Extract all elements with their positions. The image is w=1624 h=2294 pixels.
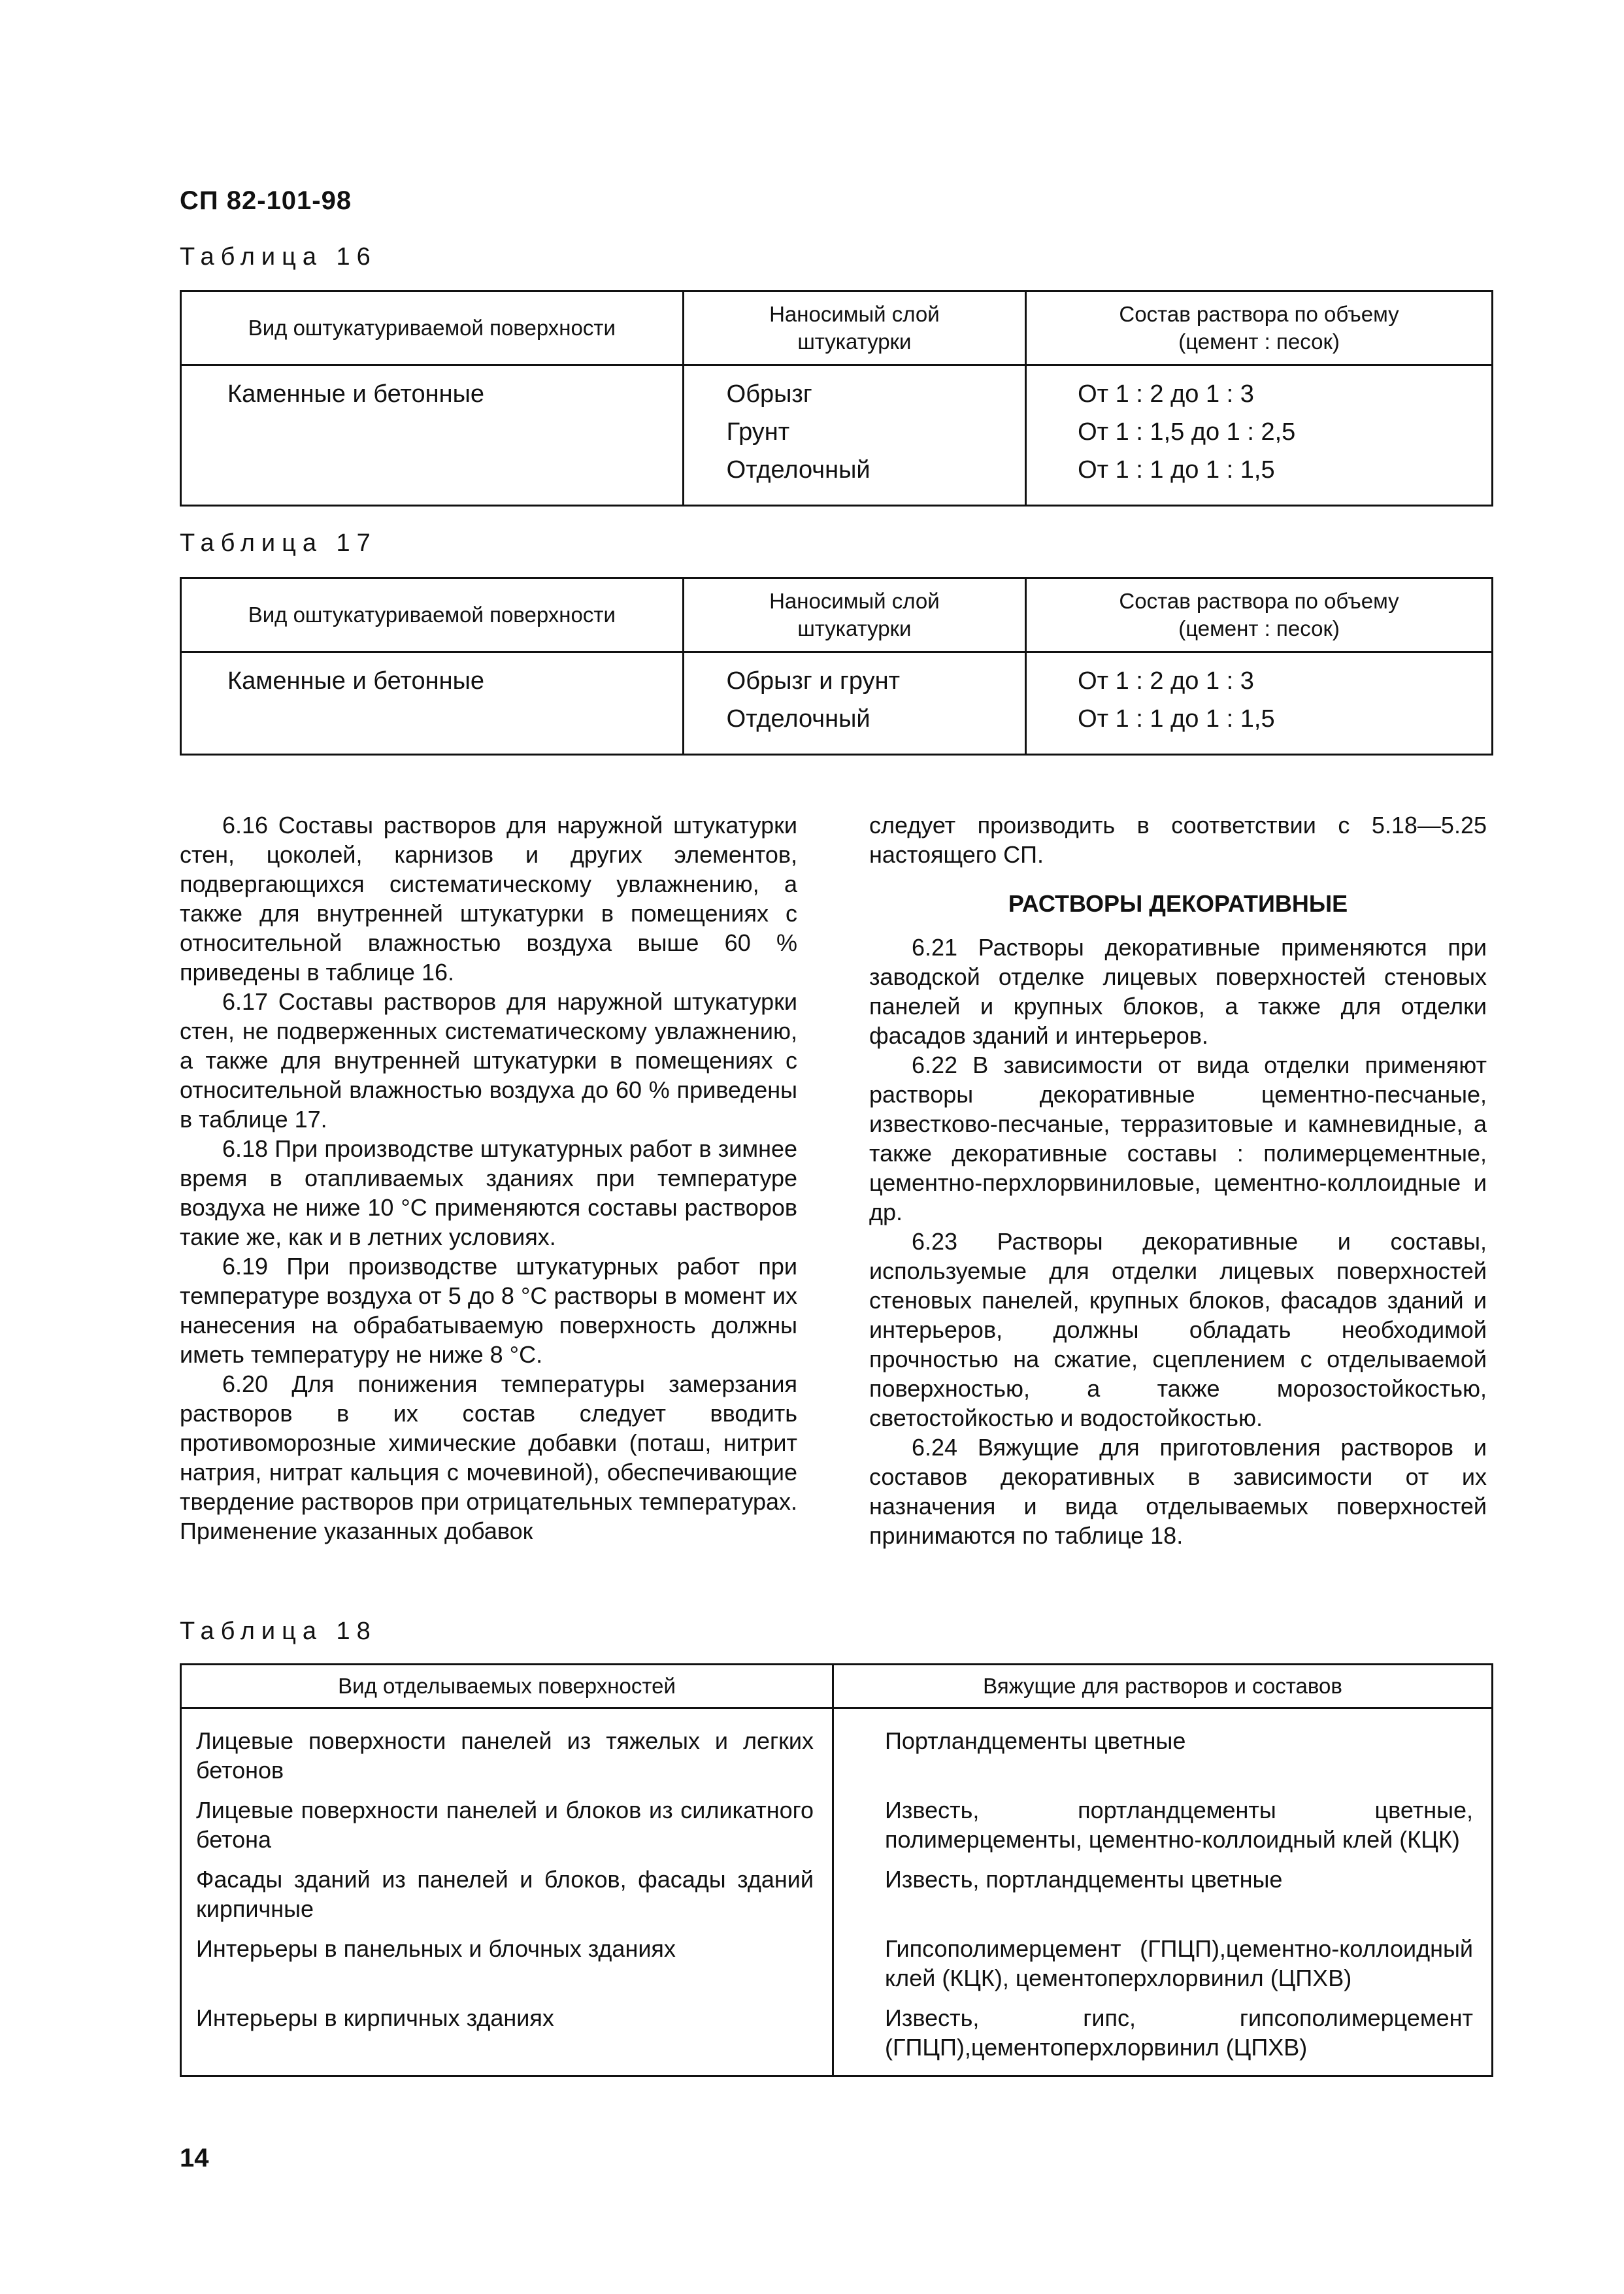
- cell-binders: Известь, портландцементы цветные, полимерцементы, цементно-коллоидный клей (КЦК): [833, 1790, 1493, 1859]
- table-17-caption: Таблица 17: [180, 529, 377, 557]
- paragraph-6-16: 6.16 Составы растворов для наружной штукатурки стен, цоколей, карнизов и других элементов, подвергающихся систематическому увлажнению, а также для внутренней штукатурки в помещениях с относительной влажностью воздуха выше 60 % приведены в таблице 16.: [180, 812, 797, 986]
- cell-binders: Гипсополимерцемент (ГПЦП),цементно-коллоидный клей (КЦК), цементоперхлорвинил (ЦПХВ): [833, 1929, 1493, 1998]
- header-plaster-layer: Наносимый слой штукатурки: [683, 578, 1025, 652]
- table-header-row: [181, 291, 1493, 365]
- cell-compositions: [1026, 365, 1493, 506]
- table-18: [180, 1663, 1493, 2077]
- composition-item: От 1 : 2 до 1 : 3: [1078, 380, 1254, 408]
- cell-binders: Известь, гипс, гипсополимерцемент (ГПЦП),цементоперхлорвинил (ЦПХВ): [833, 1998, 1493, 2076]
- paragraph-6-22: 6.22 В зависимости от вида отделки применяют растворы декоративные цементно-песчаные, известково-песчаные, терразитовые и камневидные, а также декоративные составы : полимерцементные, цементно-перхлорвиниловые, цементно-коллоидные и др.: [869, 1052, 1487, 1225]
- header-plaster-layer: Наносимый слой штукатурки: [683, 291, 1025, 365]
- paragraph-6-24: 6.24 Вяжущие для приготовления растворов и составов декоративных в зависимости от их назначения и вида отделываемых поверхностей принимаются по таблице 18.: [869, 1434, 1487, 1549]
- text-column-left: [180, 810, 797, 1546]
- surface-text: Каменные и бетонные: [227, 380, 485, 408]
- table-row: [181, 365, 1493, 506]
- paragraph-6-18: 6.18 При производстве штукатурных работ в зимнее время в отапливаемых зданиях при температуре воздуха не ниже 10 °С применяются составы растворов такие же, как и в летних условиях.: [180, 1135, 797, 1250]
- cell-compositions: [1026, 652, 1493, 755]
- table-16: [180, 290, 1493, 507]
- composition-item: От 1 : 1,5 до 1 : 2,5: [1078, 418, 1296, 446]
- table-row: [181, 1790, 1493, 1859]
- cell-binders: Известь, портландцементы цветные: [833, 1859, 1493, 1929]
- table-row: [181, 1859, 1493, 1929]
- header-surface-type: Вид оштукатуриваемой поверхности: [181, 291, 684, 365]
- cell-layers: [683, 652, 1025, 755]
- section-heading: РАСТВОРЫ ДЕКОРАТИВНЫЕ: [1008, 890, 1348, 917]
- layer-item: Обрызг: [726, 380, 812, 408]
- surface-text: Каменные и бетонные: [227, 667, 485, 695]
- paragraph-6-19: 6.19 При производстве штукатурных работ при температуре воздуха от 5 до 8 °С растворы в момент их нанесения на обрабатываемую поверхность должны иметь температуру не ниже 8 °С.: [180, 1253, 797, 1368]
- cell-surface: Интерьеры в панельных и блочных зданиях: [181, 1929, 833, 1998]
- cell-surface: Лицевые поверхности панелей и блоков из силикатного бетона: [181, 1790, 833, 1859]
- table-16-caption: Таблица 16: [180, 243, 377, 271]
- table-17: [180, 577, 1493, 756]
- header-finished-surfaces: Вид отделываемых поверхностей: [181, 1665, 833, 1708]
- table-header-row: [181, 1665, 1493, 1708]
- page-number: 14: [180, 2144, 209, 2172]
- cell-surface: [181, 365, 684, 506]
- layer-item: Отделочный: [726, 705, 870, 733]
- header-mortar-composition: Состав раствора по объему (цемент : песок): [1026, 291, 1493, 365]
- paragraph-6-20: 6.20 Для понижения температуры замерзания растворов в их состав следует вводить противоморозные химические добавки (поташ, нитрит натрия, нитрат кальция с мочевиной), обеспечивающие твердение растворов при отрицательных температурах. Применение указанных добавок: [180, 1371, 797, 1544]
- layer-item: Обрызг и грунт: [726, 667, 900, 695]
- table-row: [181, 1998, 1493, 2076]
- composition-item: От 1 : 1 до 1 : 1,5: [1078, 456, 1275, 484]
- paragraph-6-23: 6.23 Растворы декоративные и составы, используемые для отделки лицевых поверхностей стеновых панелей, крупных блоков, фасадов зданий и интерьеров, должны обладать необходимой прочностью на сжатие, сцеплением с отделываемой поверхностью, а также морозостойкостью, светостойкостью и водостойкостью.: [869, 1228, 1487, 1431]
- paragraph-6-20-continued: следует производить в соответствии с 5.18—5.25 настоящего СП.: [869, 812, 1487, 868]
- cell-layers: [683, 365, 1025, 506]
- layer-item: Грунт: [726, 418, 790, 446]
- table-header-row: [181, 578, 1493, 652]
- composition-item: От 1 : 1 до 1 : 1,5: [1078, 705, 1275, 733]
- cell-surface: Интерьеры в кирпичных зданиях: [181, 1998, 833, 2076]
- cell-surface: [181, 652, 684, 755]
- table-row: [181, 1708, 1493, 1791]
- table-row: [181, 652, 1493, 755]
- paragraph-6-17: 6.17 Составы растворов для наружной штукатурки стен, не подверженных систематическому увлажнению, а также для внутренней штукатурки в помещениях с относительной влажностью воздуха до 60 % приведены в таблице 17.: [180, 988, 797, 1133]
- layer-item: Отделочный: [726, 456, 870, 484]
- text-column-right: [869, 810, 1487, 1550]
- table-row: [181, 1929, 1493, 1998]
- cell-binders: Портландцементы цветные: [833, 1708, 1493, 1791]
- paragraph-6-21: 6.21 Растворы декоративные применяются при заводской отделке лицевых поверхностей стеновых панелей и крупных блоков, а также для отделки фасадов зданий и интерьеров.: [869, 934, 1487, 1049]
- cell-surface: Лицевые поверхности панелей из тяжелых и легких бетонов: [181, 1708, 833, 1791]
- header-surface-type: Вид оштукатуриваемой поверхности: [181, 578, 684, 652]
- document-code: СП 82-101-98: [180, 186, 352, 215]
- cell-surface: Фасады зданий из панелей и блоков, фасады зданий кирпичные: [181, 1859, 833, 1929]
- composition-item: От 1 : 2 до 1 : 3: [1078, 667, 1254, 695]
- header-mortar-composition: Состав раствора по объему (цемент : песок): [1026, 578, 1493, 652]
- header-binders: Вяжущие для растворов и составов: [833, 1665, 1493, 1708]
- table-18-caption: Таблица 18: [180, 1618, 377, 1645]
